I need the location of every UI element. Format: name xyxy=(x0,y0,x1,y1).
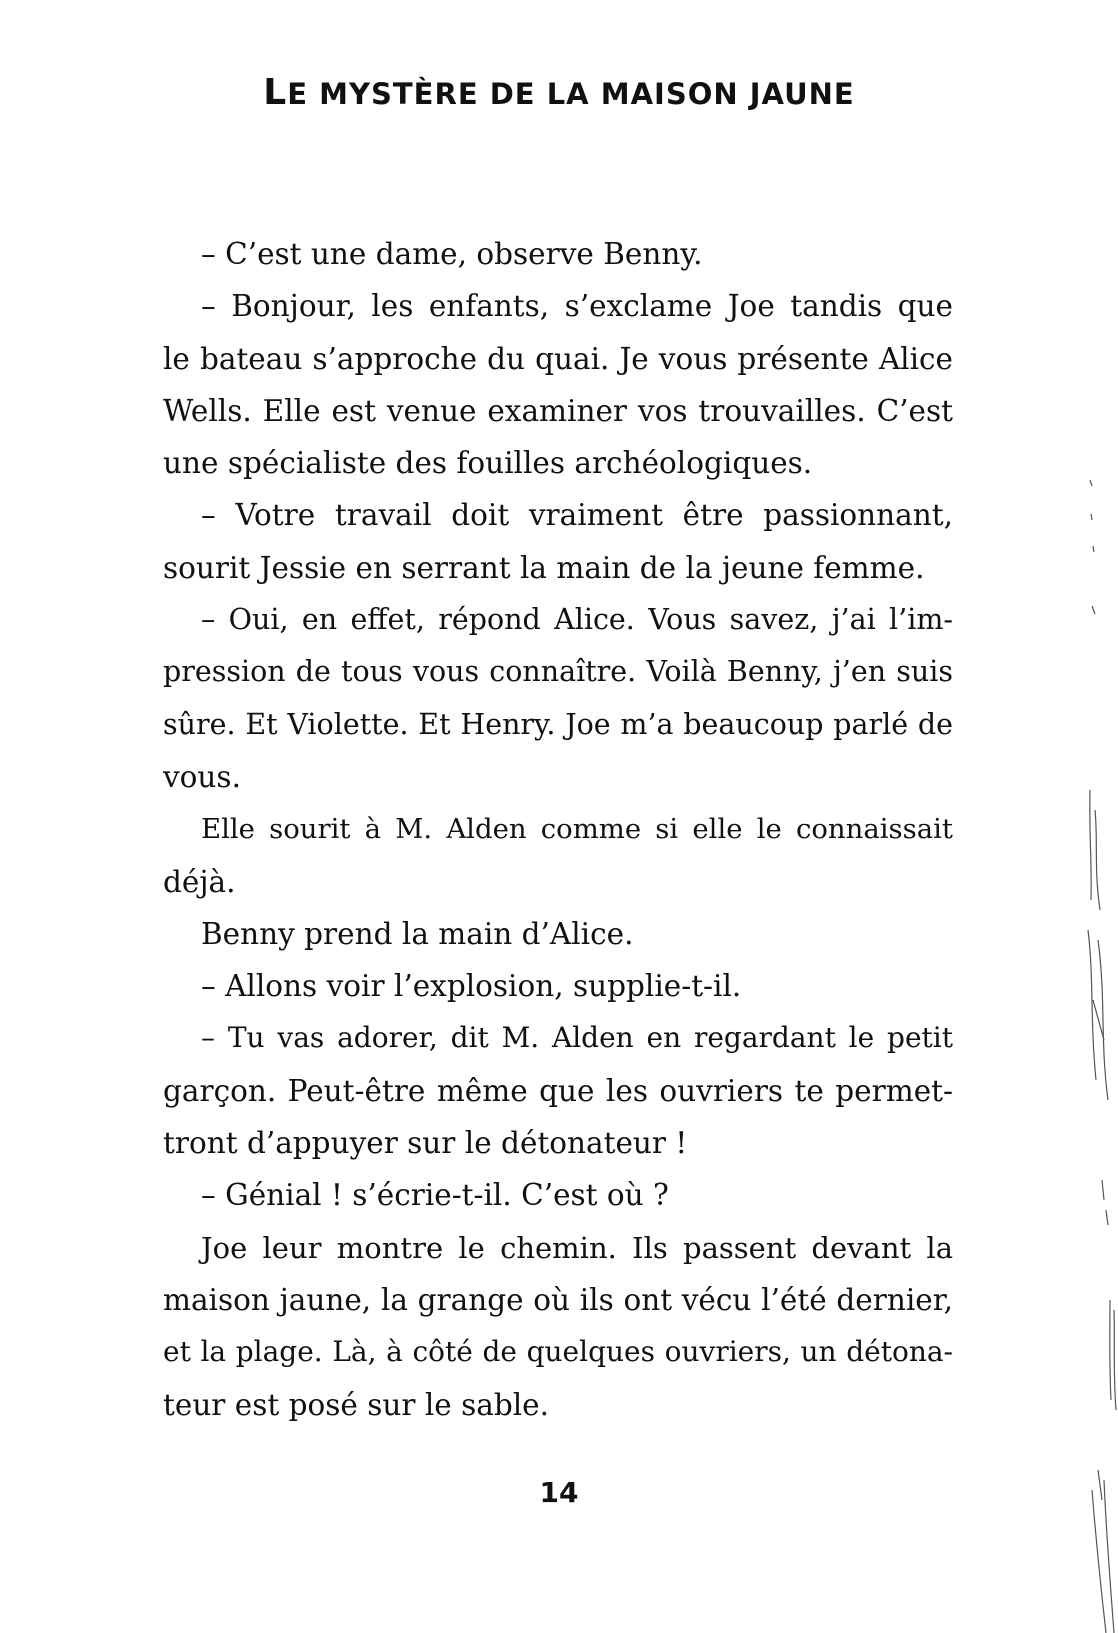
edge-illustration-fragment xyxy=(1086,480,1118,1633)
text-line: – Bonjour, les enfants, s’exclame Joe tandis que xyxy=(201,289,953,324)
text-line: – Votre travail doit vraiment être passionnant, xyxy=(201,498,953,533)
text-line: maison jaune, la grange où ils ont vécu l’été dernier, xyxy=(163,1282,953,1317)
text-line: vous. xyxy=(163,759,241,794)
text-line: Joe leur montre le chemin. Ils passent devant la xyxy=(201,1230,953,1265)
text-line: teur est posé sur le sable. xyxy=(163,1387,550,1422)
title-rest: E MYSTÈRE DE LA MAISON JAUNE xyxy=(287,77,855,111)
title-initial: L xyxy=(263,72,288,113)
text-line: – C’est une dame, observe Benny. xyxy=(201,237,703,271)
page-number: 14 xyxy=(539,1476,579,1509)
text-line: déjà. xyxy=(163,864,236,899)
text-line: tront d’appuyer sur le détonateur ! xyxy=(163,1126,688,1161)
text-line: – Allons voir l’explosion, supplie-t-il. xyxy=(201,969,742,1004)
text-line: et la plage. Là, à côté de quelques ouvriers, un détona- xyxy=(163,1335,953,1369)
text-line: une spécialiste des fouilles archéologiques. xyxy=(163,446,813,481)
text-line: – Génial ! s’écrie-t-il. C’est où ? xyxy=(201,1178,669,1213)
text-line: sûre. Et Violette. Et Henry. Joe m’a beaucoup parlé de xyxy=(163,707,953,741)
body-text xyxy=(163,228,953,1431)
text-line: Elle sourit à M. Alden comme si elle le connaissait xyxy=(201,813,953,846)
text-line: garçon. Peut-être même que les ouvriers te permet- xyxy=(163,1073,953,1108)
text-line: le bateau s’approche du quai. Je vous présente Alice xyxy=(163,341,953,376)
text-line: Benny prend la main d’Alice. xyxy=(201,916,634,951)
text-line: sourit Jessie en serrant la main de la jeune femme. xyxy=(163,550,925,585)
running-head-title xyxy=(0,72,1118,113)
text-line: – Tu vas adorer, dit M. Alden en regardant le petit xyxy=(201,1021,953,1055)
text-line: – Oui, en effet, répond Alice. Vous savez, j’ai l’im- xyxy=(201,603,953,637)
text-line: pression de tous vous connaître. Voilà Benny, j’en suis xyxy=(163,655,953,689)
text-line: Wells. Elle est venue examiner vos trouvailles. C’est xyxy=(163,393,953,428)
